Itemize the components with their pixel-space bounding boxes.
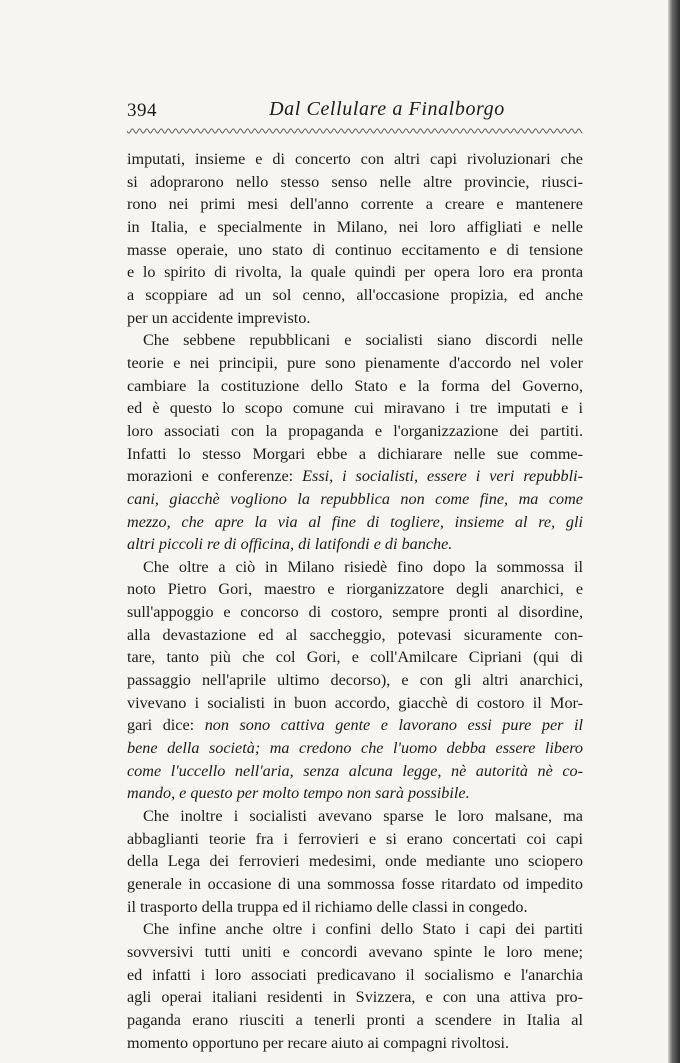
text-line bbox=[127, 782, 583, 805]
text-run: generale in occasione di una sommossa fosse ritardato od impedito bbox=[127, 875, 583, 893]
text-line bbox=[127, 896, 583, 919]
text-run: paganda erano riusciti a tenerli pronti a scendere in Italia al bbox=[127, 1010, 583, 1029]
text-line bbox=[127, 375, 583, 398]
paragraph bbox=[127, 805, 583, 918]
text-line bbox=[127, 1009, 583, 1032]
text-line bbox=[127, 193, 583, 216]
text-line bbox=[127, 443, 583, 466]
text-run: Che sebbene repubblicani e socialisti siano discordi nelle bbox=[143, 331, 583, 350]
text-run: masse operaie, uno stato di continuo eccitamento e di tensione bbox=[127, 240, 583, 259]
text-line bbox=[127, 760, 583, 783]
italic-text: mando, e questo per molto tempo non sarà possibile. bbox=[127, 784, 470, 803]
text-line bbox=[127, 239, 583, 262]
text-run: Che oltre a ciò in Milano risiedè fino dopo la sommossa il bbox=[143, 557, 583, 576]
text-line bbox=[127, 805, 583, 828]
text-line bbox=[127, 148, 583, 171]
italic-text: Essi, i socialisti, essere i veri repubbli- bbox=[302, 467, 584, 486]
paragraph bbox=[127, 329, 583, 556]
text-line bbox=[127, 420, 583, 443]
text-run: cambiare la costituzione dello Stato e la forma del Governo, bbox=[127, 376, 583, 395]
text-run: della Lega dei ferrovieri medesimi, onde mediante uno sciopero bbox=[127, 852, 583, 871]
text-run: morazioni e conferenze: bbox=[127, 467, 303, 486]
text-run: loro associati con la propaganda e l'organizzazione dei partiti. bbox=[127, 421, 583, 440]
text-run: rono nei primi mesi dell'anno corrente a creare e mantenere bbox=[127, 195, 583, 214]
text-line bbox=[127, 714, 583, 737]
text-run: alla devastazione ed al saccheggio, potevasi sicuramente con- bbox=[127, 625, 583, 644]
text-line bbox=[127, 918, 583, 941]
text-line bbox=[127, 986, 583, 1009]
text-run: imputati, insieme e di concerto con altri capi rivoluzionari che bbox=[127, 150, 583, 168]
text-line bbox=[127, 352, 583, 375]
text-line bbox=[127, 307, 583, 330]
italic-text: come l'uccello nell'aria, senza alcuna legge, nè autorità nè co- bbox=[127, 761, 583, 780]
text-run: sull'appoggio e concorso di costoro, sempre pronti al disordine, bbox=[127, 603, 583, 622]
text-run: a scoppiare ad un sol cenno, all'occasione propizia, ed anche bbox=[127, 285, 583, 304]
text-line bbox=[127, 329, 583, 352]
text-line bbox=[127, 692, 583, 715]
text-line bbox=[127, 284, 583, 307]
text-line bbox=[127, 171, 583, 194]
text-line bbox=[127, 873, 583, 896]
text-run: momento opportuno per recare aiuto ai compagni rivoltosi. bbox=[127, 1033, 510, 1052]
header-ornament-rule bbox=[127, 127, 583, 135]
text-line bbox=[127, 737, 583, 760]
body-text bbox=[127, 148, 583, 1054]
italic-text: cani, giacchè vogliono la repubblica non come fine, ma come bbox=[127, 489, 583, 508]
text-run: Infatti lo stesso Morgari ebbe a dichiarare nelle sue comme- bbox=[127, 444, 583, 463]
text-line bbox=[127, 828, 583, 851]
text-line bbox=[127, 465, 583, 488]
text-run: si adoprarono nello stesso senso nelle altre provincie, riusci- bbox=[127, 172, 583, 191]
text-line bbox=[127, 511, 583, 534]
text-run: per un accidente imprevisto. bbox=[127, 308, 311, 327]
text-line bbox=[127, 488, 583, 511]
text-run: tare, tanto più che col Gori, e coll'Amilcare Cipriani (qui di bbox=[127, 648, 583, 667]
text-line bbox=[127, 669, 583, 692]
paragraph bbox=[127, 148, 583, 329]
text-run: in Italia, e specialmente in Milano, nei loro affigliati e nelle bbox=[127, 217, 583, 236]
italic-text: bene della società; ma credono che l'uomo debba essere libero bbox=[127, 739, 583, 758]
paragraph bbox=[127, 556, 583, 805]
text-line bbox=[127, 601, 583, 624]
text-run: ed è questo lo scopo comune cui miravano i tre imputati e i bbox=[127, 399, 583, 418]
text-line bbox=[127, 1032, 583, 1055]
text-run: ed infatti i loro associati predicavano il socialismo e l'anarchia bbox=[127, 965, 583, 984]
text-line bbox=[127, 964, 583, 987]
text-run: gari dice: bbox=[127, 716, 205, 735]
text-line bbox=[127, 850, 583, 873]
text-line bbox=[127, 397, 583, 420]
text-run: teorie e nei principii, pure sono pienamente d'accordo nel voler bbox=[127, 353, 583, 372]
text-run: il trasporto della truppa ed il richiamo delle classi in congedo. bbox=[127, 897, 528, 916]
text-run: agli operai italiani residenti in Svizzera, e con una attiva pro- bbox=[127, 988, 583, 1007]
text-line bbox=[127, 624, 583, 647]
text-run: vivevano i socialisti in buon accordo, giacchè di costoro il Mor- bbox=[127, 693, 583, 712]
text-run: passaggio nell'aprile ultimo decorso), e con gli altri anarchici, bbox=[127, 671, 583, 690]
text-line bbox=[127, 556, 583, 579]
running-title: Dal Cellulare a Finalborgo bbox=[269, 98, 505, 120]
text-run: noto Pietro Gori, maestro e riorganizzatore degli anarchici, e bbox=[127, 580, 583, 599]
italic-text: non sono cattiva gente e lavorano essi pure per il bbox=[204, 716, 583, 735]
italic-text: altri piccoli re di officina, di latifondi e di banche. bbox=[127, 535, 453, 554]
paragraph bbox=[127, 918, 583, 1054]
text-run: e lo spirito di rivolta, la quale quindi per opera loro era pronta bbox=[127, 263, 583, 282]
page-number: 394 bbox=[127, 100, 157, 121]
text-run: Che infine anche oltre i confini dello Stato i capi dei partiti bbox=[143, 920, 583, 939]
text-run: Che inoltre i socialisti avevano sparse le loro malsane, ma bbox=[143, 807, 583, 826]
text-line bbox=[127, 941, 583, 964]
page-header bbox=[127, 96, 583, 124]
italic-text: mezzo, che apre la via al fine di togliere, insieme al re, gli bbox=[127, 512, 583, 531]
page-binding-edge bbox=[668, 0, 680, 1063]
text-line bbox=[127, 533, 583, 556]
text-line bbox=[127, 261, 583, 284]
text-line bbox=[127, 646, 583, 669]
text-run: sovversivi tutti uniti e concordi avevano spinte le loro mene; bbox=[127, 942, 583, 961]
text-line bbox=[127, 216, 583, 239]
text-line bbox=[127, 578, 583, 601]
text-run: abbaglianti teorie fra i ferrovieri e si erano concertati coi capi bbox=[127, 829, 583, 848]
